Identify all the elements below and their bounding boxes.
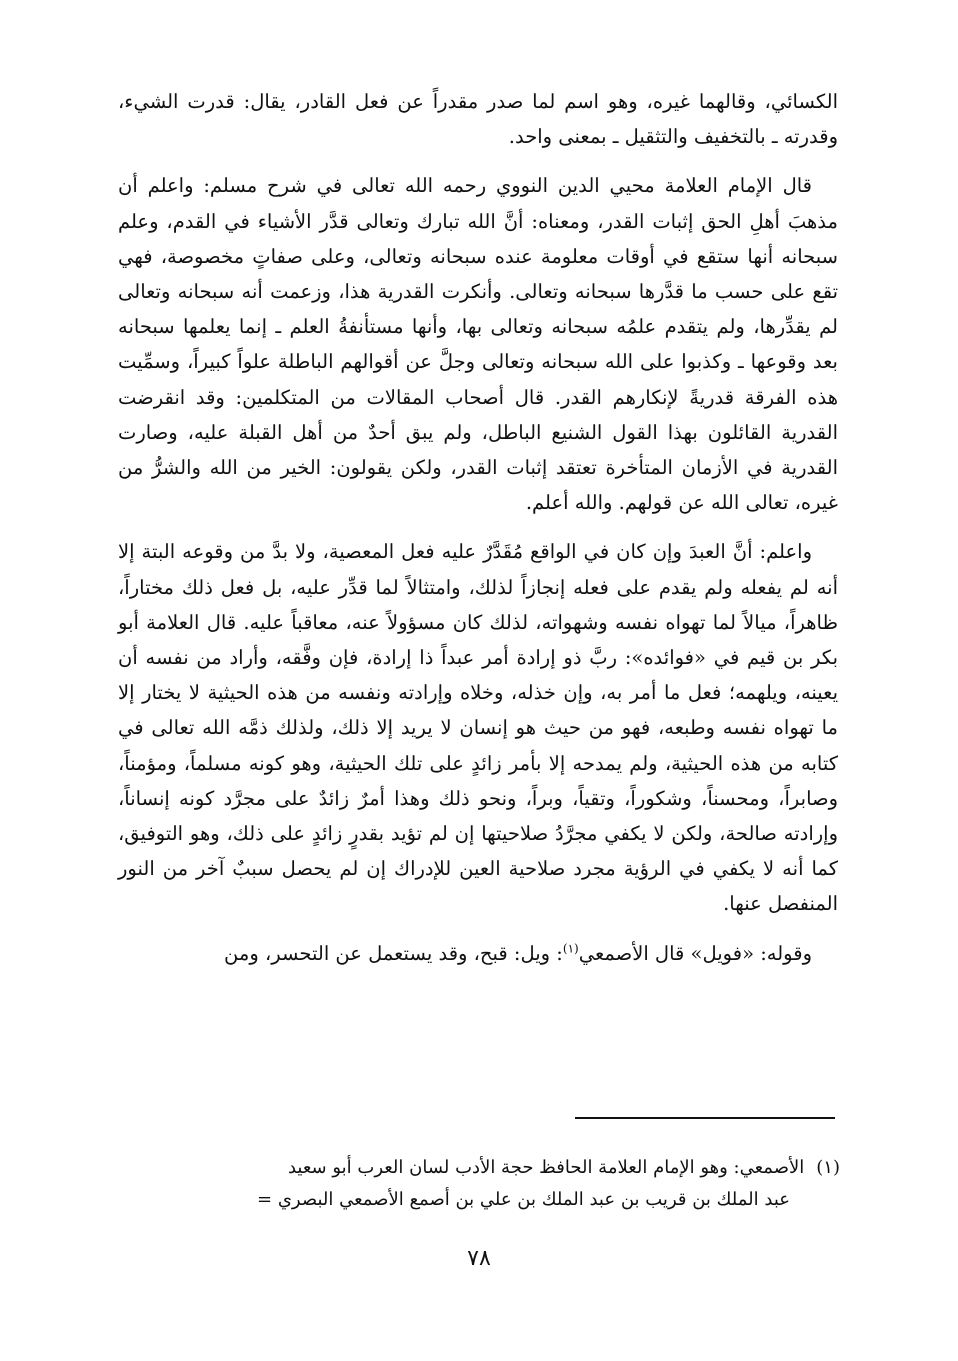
footnote-text-1: الأصمعي: وهو الإمام العلامة الحافظ حجة الأدب لسان العرب أبو سعيد <box>287 1157 805 1178</box>
paragraph-4 <box>118 936 838 971</box>
footnote <box>118 1152 840 1216</box>
footnote-number: (١) <box>816 1157 840 1178</box>
paragraph-4-text-start: وقوله: «فويل» قال الأصمعي <box>578 941 812 965</box>
footnote-line-1 <box>118 1152 840 1184</box>
paragraph-4-text-end: : ويل: قبح، وقد يستعمل عن التحسر، ومن <box>224 941 563 965</box>
page-number: ٧٨ <box>467 1246 491 1271</box>
paragraph-3: واعلم: أنَّ العبدَ وإن كان في الواقع مُقَدَّرٌ عليه فعل المعصية، ولا بدَّ من وقوعه البتة إلا أنه لم يفعله ولم يقدم على فعله إنجازاً لذلك، وامتثالاً لما قدِّر عليه، بل فعل ذلك مختاراً، ظاهراً، ميالاً لما تهواه نفسه وشهواته، لذلك كان مسؤولاً عنه، معاقباً عليه. قال العلامة أبو بكر بن قيم في «فوائده»: ربَّ ذو إرادة أمر عبداً ذا إرادة، فإن وفَّقه، وأراد من نفسه أن يعينه، ويلهمه؛ فعل ما أمر به، وإن خذله، وخلاه وإرادته ونفسه من هذه الحيثية لا يختار إلا ما تهواه نفسه وطبعه، فهو من حيث هو إنسان لا يريد إلا ذلك، ولذلك ذمَّه الله تعالى في كتابه من هذه الحيثية، ولم يمدحه إلا بأمر زائدٍ على تلك الحيثية، وهو كونه مسلماً، ومؤمناً، وصابراً، ومحسناً، وشكوراً، وتقياً، وبراً، ونحو ذلك وهذا أمرٌ زائدٌ على مجرَّد كونه إنساناً، وإرادته صالحة، ولكن لا يكفي مجرَّدُ صلاحيتها إن لم تؤيد بقدرٍ زائدٍ على ذلك، وهو التوفيق، كما أنه لا يكفي في الرؤية مجرد صلاحية العين للإدراك إن لم يحصل سببٌ آخر من النور المنفصل عنها. <box>118 540 838 916</box>
paragraph-2: قال الإمام العلامة محيي الدين النووي رحمه الله تعالى في شرح مسلم: واعلم أن مذهبَ أهلِ الحق إثبات القدر، ومعناه: أنَّ الله تبارك وتعالى قدَّر الأشياء في القدم، وعلم سبحانه أنها ستقع في أوقات معلومة عنده سبحانه وتعالى، وعلى صفاتٍ مخصوصة، فهي تقع على حسب ما قدَّرها سبحانه وتعالى. وأنكرت القدرية هذا، وزعمت أنه سبحانه وتعالى لم يقدِّرها، ولم يتقدم علمُه سبحانه وتعالى بها، وأنها مستأنفةُ العلم ـ إنما يعلمها سبحانه بعد وقوعها ـ وكذبوا على الله سبحانه وتعالى وجلَّ عن أقوالهم الباطلة علواً كبيراً، وسمِّيت هذه الفرقة قدريةً لإنكارهم القدر. قال أصحاب المقالات من المتكلمين: وقد انقرضت القدرية القائلون بهذا القول الشنيع الباطل، ولم يبق أحدٌ من أهل القبلة عليه، وصارت القدرية في الأزمان المتأخرة تعتقد إثبات القدر، ولكن يقولون: الخير من الله والشرُّ من غيره، تعالى الله عن قولهم. والله أعلم. <box>118 174 838 515</box>
main-text <box>118 84 838 971</box>
paragraph-1: الكسائي، وقالهما غيره، وهو اسم لما صدر مقدراً عن فعل القادر، يقال: قدرت الشيء، وقدرته ـ بالتخفيف والتثقيل ـ بمعنى واحد. <box>118 90 838 149</box>
footnote-line-2: عبد الملك بن قريب بن عبد الملك بن علي بن أصمع الأصمعي البصري = <box>257 1189 790 1210</box>
footnote-separator <box>575 1117 835 1119</box>
footnote-marker: (١) <box>562 941 579 956</box>
